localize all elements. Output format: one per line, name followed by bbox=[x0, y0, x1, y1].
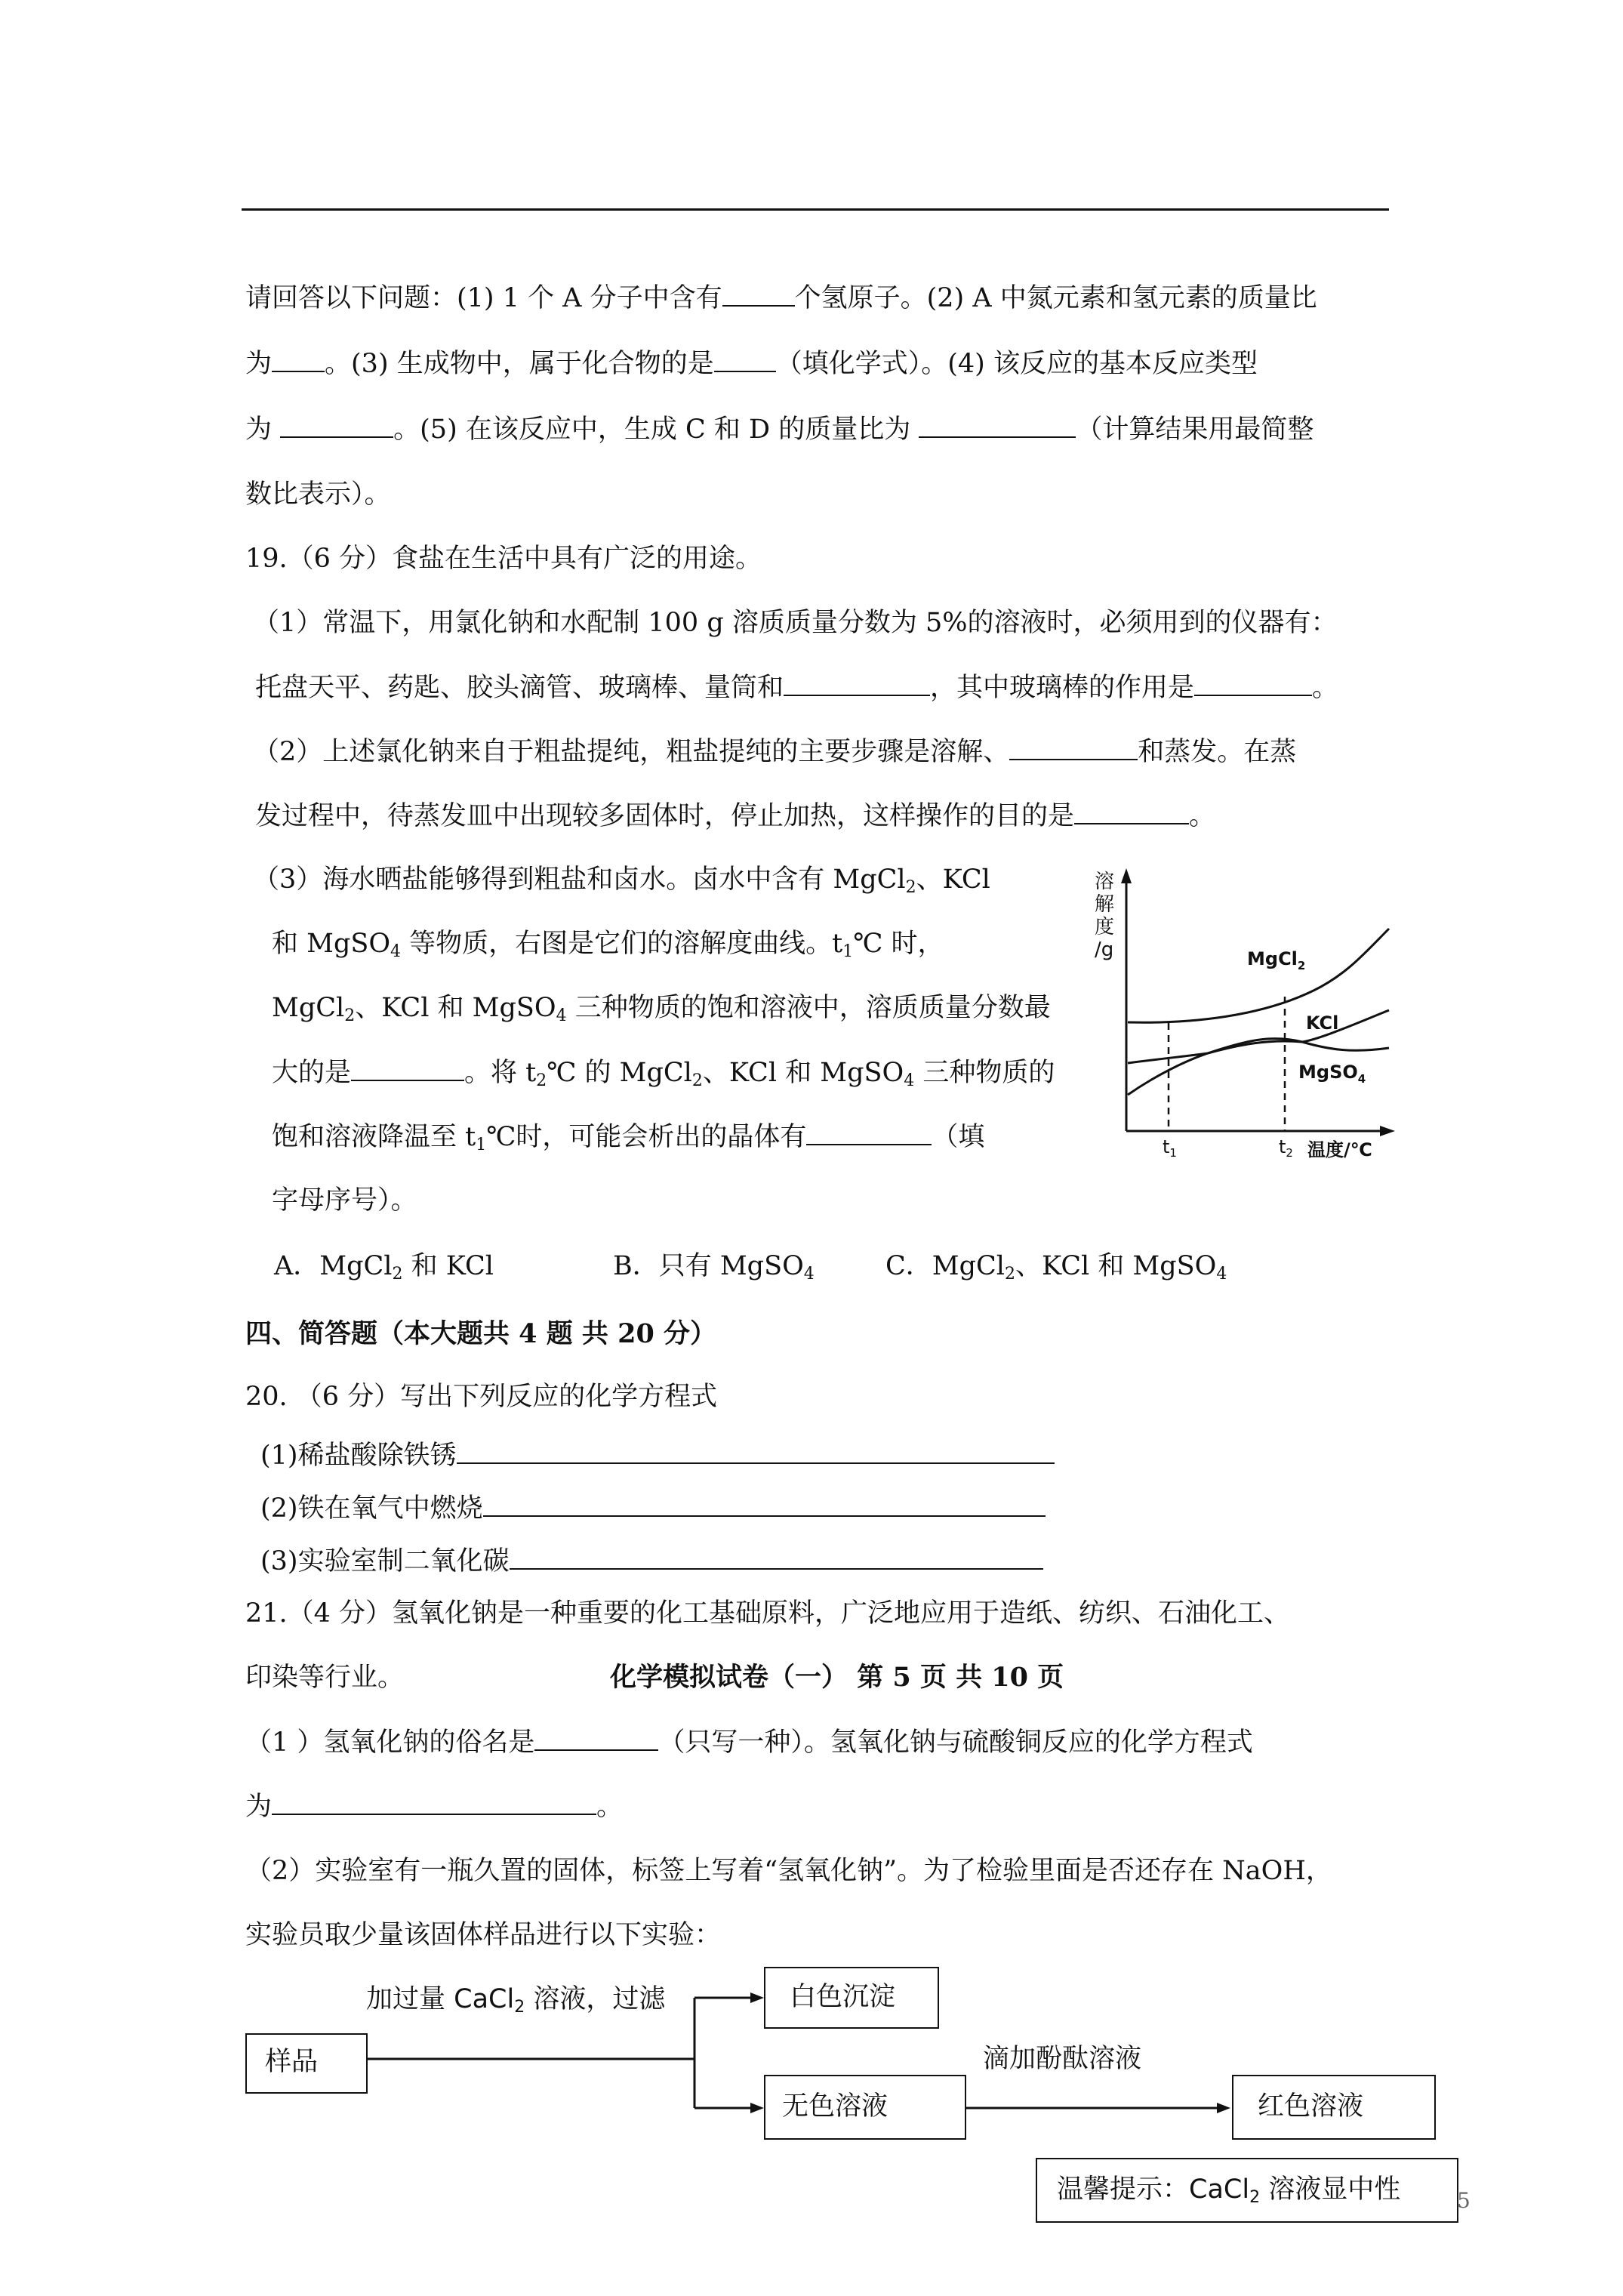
solubility-chart bbox=[1087, 861, 1404, 1163]
q20-item1: (1)稀盐酸除铁锈 bbox=[260, 1438, 1055, 1472]
box-sample-label: 样品 bbox=[265, 2047, 319, 2077]
q21-line2: 印染等行业。 bbox=[245, 1663, 405, 1693]
q19-part3-line3: MgCl$_2$、KCl 和 MgSO$_4$ 三种物质的饱和溶液中，溶质质量分数最 bbox=[272, 993, 1051, 1025]
chart-xlabel: 温度/℃ bbox=[1307, 1139, 1372, 1160]
flow-phenol-label: 滴加酚酞溶液 bbox=[983, 2044, 1142, 2074]
box-sample bbox=[245, 2033, 368, 2094]
flow-reagent-label: 加过量 CaCl$_2$ 溶液，过滤 bbox=[366, 1984, 666, 2017]
option-b: B．只有 MgSO$_4$ bbox=[613, 1251, 815, 1284]
q21-part1-line1: （1 ）氢氧化钠的俗名是 （只写一种）。氢氧化钠与硫酸铜反应的化学方程式 bbox=[245, 1725, 1253, 1759]
tick-t1: $t_1$ bbox=[1163, 1136, 1177, 1160]
y-axis-arrow-icon bbox=[1121, 868, 1132, 883]
q20-item2: (2)铁在氧气中燃烧 bbox=[260, 1491, 1046, 1525]
arrow-right-icon bbox=[750, 1992, 764, 2003]
q19-part3-line5: 饱和溶液降温至 $t_1℃$时，可能会析出的晶体有 （填 bbox=[272, 1120, 984, 1154]
q21-heading: 21.（4 分）氢氧化钠是一种重要的化工基础原料，广泛地应用于造纸、纺织、石油化工、 bbox=[245, 1598, 1291, 1629]
tick-t2: $t_2$ bbox=[1279, 1136, 1293, 1160]
q19-part3-line2: 和 MgSO$_4$ 等物质，右图是它们的溶解度曲线。$t_1℃$ 时， bbox=[272, 929, 944, 961]
page-footer: 化学模拟试卷（一） 第 5 页 共 10 页 bbox=[610, 1662, 1064, 1693]
option-c: C．MgCl$_2$、KCl 和 MgSO$_4$ bbox=[885, 1251, 1227, 1284]
q21-part2-line1: （2）实验室有一瓶久置的固体，标签上写着“氢氧化钠”。为了检验里面是否还存在 NaOH， bbox=[245, 1856, 1332, 1886]
label-kcl: KCl bbox=[1306, 1012, 1339, 1034]
label-mgcl2: MgCl$_2$ bbox=[1247, 948, 1306, 972]
q19-part1-line1: （1）常温下，用氯化钠和水配制 100 g 溶质质量分数为 5%的溶液时，必须用到的仪器有： bbox=[253, 608, 1338, 638]
q18-line3: 为 。(5) 在该反应中，生成 C 和 D 的质量比为 （计算结果用最简整 bbox=[245, 412, 1313, 446]
arrow-right-icon bbox=[1217, 2103, 1230, 2113]
curve-mgcl2 bbox=[1128, 929, 1389, 1022]
q19-heading: 19.（6 分）食盐在生活中具有广泛的用途。 bbox=[245, 544, 762, 574]
q19-part2-line1: （2）上述氯化钠来自于粗盐提纯，粗盐提纯的主要步骤是溶解、 和蒸发。在蒸 bbox=[253, 735, 1296, 769]
header-rule bbox=[242, 208, 1389, 211]
box-white-precipitate-label: 白色沉淀 bbox=[790, 1982, 896, 2012]
curve-mgso4 bbox=[1128, 1010, 1389, 1063]
q19-part3-line4: 大的是 。将 $t_2℃$ 的 MgCl$_2$、KCl 和 MgSO$_4$ 三种物质的 bbox=[272, 1056, 1055, 1089]
section-heading: 四、简答题（本大题共 4 题 共 20 分） bbox=[245, 1318, 716, 1349]
q19-part3-line6: 字母序号）。 bbox=[272, 1185, 417, 1216]
q20-heading: 20. （6 分）写出下列反应的化学方程式 bbox=[245, 1382, 718, 1412]
chart-ylabel: 溶解度/g bbox=[1095, 871, 1115, 961]
q18-line1: 请回答以下问题：(1) 1 个 A 分子中含有 个氢原子。(2) A 中氮元素和氢元素的质量比 bbox=[245, 281, 1317, 315]
option-a: A．MgCl$_2$ 和 KCl bbox=[274, 1251, 494, 1284]
q18-line4: 数比表示）。 bbox=[245, 479, 391, 510]
box-white-precipitate bbox=[764, 1967, 939, 2029]
box-colorless-solution bbox=[764, 2075, 966, 2140]
box-red-solution-label: 红色溶液 bbox=[1258, 2091, 1364, 2122]
q19-part3-line1: （3）海水晒盐能够得到粗盐和卤水。卤水中含有 MgCl$_2$、KCl bbox=[253, 864, 990, 897]
label-mgso4: MgSO$_4$ bbox=[1298, 1062, 1366, 1086]
q19-part2-line2: 发过程中，待蒸发皿中出现较多固体时，停止加热，这样操作的目的是 。 bbox=[255, 799, 1215, 833]
q21-part2-line2: 实验员取少量该固体样品进行以下实验： bbox=[245, 1920, 722, 1950]
box-red-solution bbox=[1232, 2075, 1436, 2140]
x-axis-arrow-icon bbox=[1380, 1126, 1395, 1136]
q19-part1-line2: 托盘天平、药匙、胶头滴管、玻璃棒、量筒和 ，其中玻璃棒的作用是 。 bbox=[255, 670, 1338, 704]
tip-label: 温馨提示：CaCl$_2$ 溶液显中性 bbox=[1057, 2174, 1401, 2207]
page-number: 5 bbox=[1457, 2188, 1471, 2213]
q20-item3: (3)实验室制二氧化碳 bbox=[260, 1544, 1043, 1578]
tip-box bbox=[1036, 2158, 1458, 2223]
q18-line2: 为 。(3) 生成物中，属于化合物的是 （填化学式）。(4) 该反应的基本反应类型 bbox=[245, 347, 1258, 381]
q21-part1-line2: 为 。 bbox=[245, 1789, 623, 1823]
box-colorless-solution-label: 无色溶液 bbox=[782, 2091, 888, 2122]
arrow-right-icon bbox=[750, 2103, 764, 2113]
